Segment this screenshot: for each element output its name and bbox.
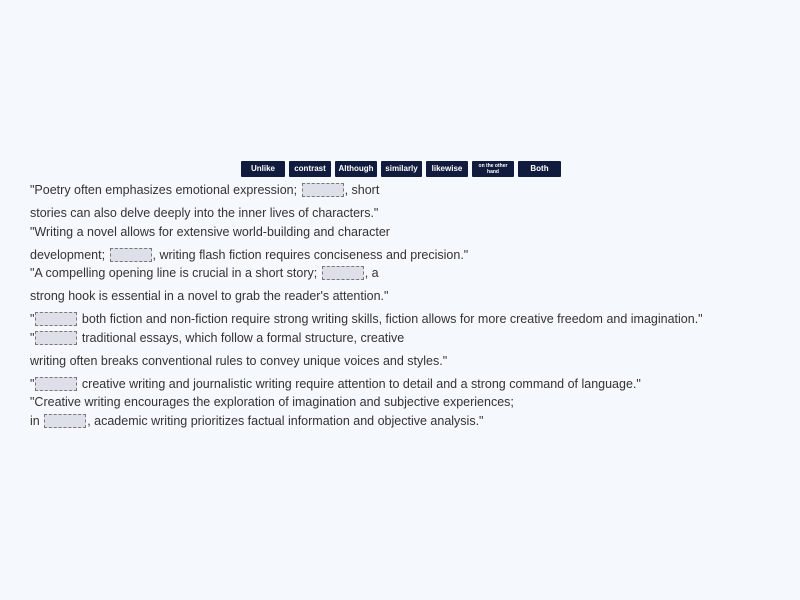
- sentence-line: [30, 393, 514, 411]
- line-text: strong hook is essential in a novel to grab the reader's attention.": [30, 289, 389, 303]
- word-chip-contrast[interactable]: contrast: [289, 161, 331, 177]
- sentence-line: [30, 181, 379, 199]
- sentence-line: [30, 264, 379, 282]
- word-chip-on-the-other-hand[interactable]: on the other hand: [472, 161, 514, 177]
- drop-blank[interactable]: [35, 312, 77, 326]
- line-text: , a: [364, 266, 379, 280]
- word-chip-similarly[interactable]: similarly: [381, 161, 422, 177]
- line-text: , writing flash fiction requires conciseness and precision.": [152, 248, 469, 262]
- line-text: , short: [344, 183, 380, 197]
- drop-blank[interactable]: [35, 331, 77, 345]
- line-text: "A compelling opening line is crucial in a short story;: [30, 266, 321, 280]
- line-text: , academic writing prioritizes factual information and objective analysis.": [87, 414, 484, 428]
- line-text: development;: [30, 248, 109, 262]
- sentence-line: [30, 352, 447, 370]
- line-text: in: [30, 414, 44, 428]
- word-chip-likewise[interactable]: likewise: [426, 161, 468, 177]
- sentence-line: [30, 375, 641, 393]
- drop-blank[interactable]: [44, 414, 86, 428]
- line-text: ": [30, 377, 35, 391]
- line-text: ": [30, 312, 35, 326]
- sentence-line: [30, 287, 388, 305]
- line-text: "Creative writing encourages the exploration of imagination and subjective experiences;: [30, 395, 514, 409]
- word-chip-both[interactable]: Both: [518, 161, 561, 177]
- drop-blank[interactable]: [35, 377, 77, 391]
- drop-blank[interactable]: [110, 248, 152, 262]
- word-chip-although[interactable]: Although: [335, 161, 377, 177]
- sentence-line: [30, 246, 468, 264]
- line-text: stories can also delve deeply into the inner lives of characters.": [30, 206, 379, 220]
- sentence-line: [30, 223, 390, 241]
- sentence-line: [30, 310, 703, 328]
- sentence-line: [30, 204, 378, 222]
- line-text: traditional essays, which follow a formal structure, creative: [78, 331, 405, 345]
- drop-blank[interactable]: [302, 183, 344, 197]
- line-text: "Writing a novel allows for extensive world-building and character: [30, 225, 390, 239]
- line-text: "Poetry often emphasizes emotional expression;: [30, 183, 301, 197]
- sentence-line: [30, 412, 484, 430]
- drop-blank[interactable]: [322, 266, 364, 280]
- line-text: both fiction and non-fiction require strong writing skills, fiction allows for more creative freedom and imagination.": [78, 312, 703, 326]
- line-text: writing often breaks conventional rules to convey unique voices and styles.": [30, 354, 448, 368]
- sentence-line: [30, 329, 404, 347]
- line-text: creative writing and journalistic writing require attention to detail and a strong command of language.": [78, 377, 641, 391]
- word-chip-unlike[interactable]: Unlike: [241, 161, 285, 177]
- word-bank: [241, 161, 561, 177]
- line-text: ": [30, 331, 35, 345]
